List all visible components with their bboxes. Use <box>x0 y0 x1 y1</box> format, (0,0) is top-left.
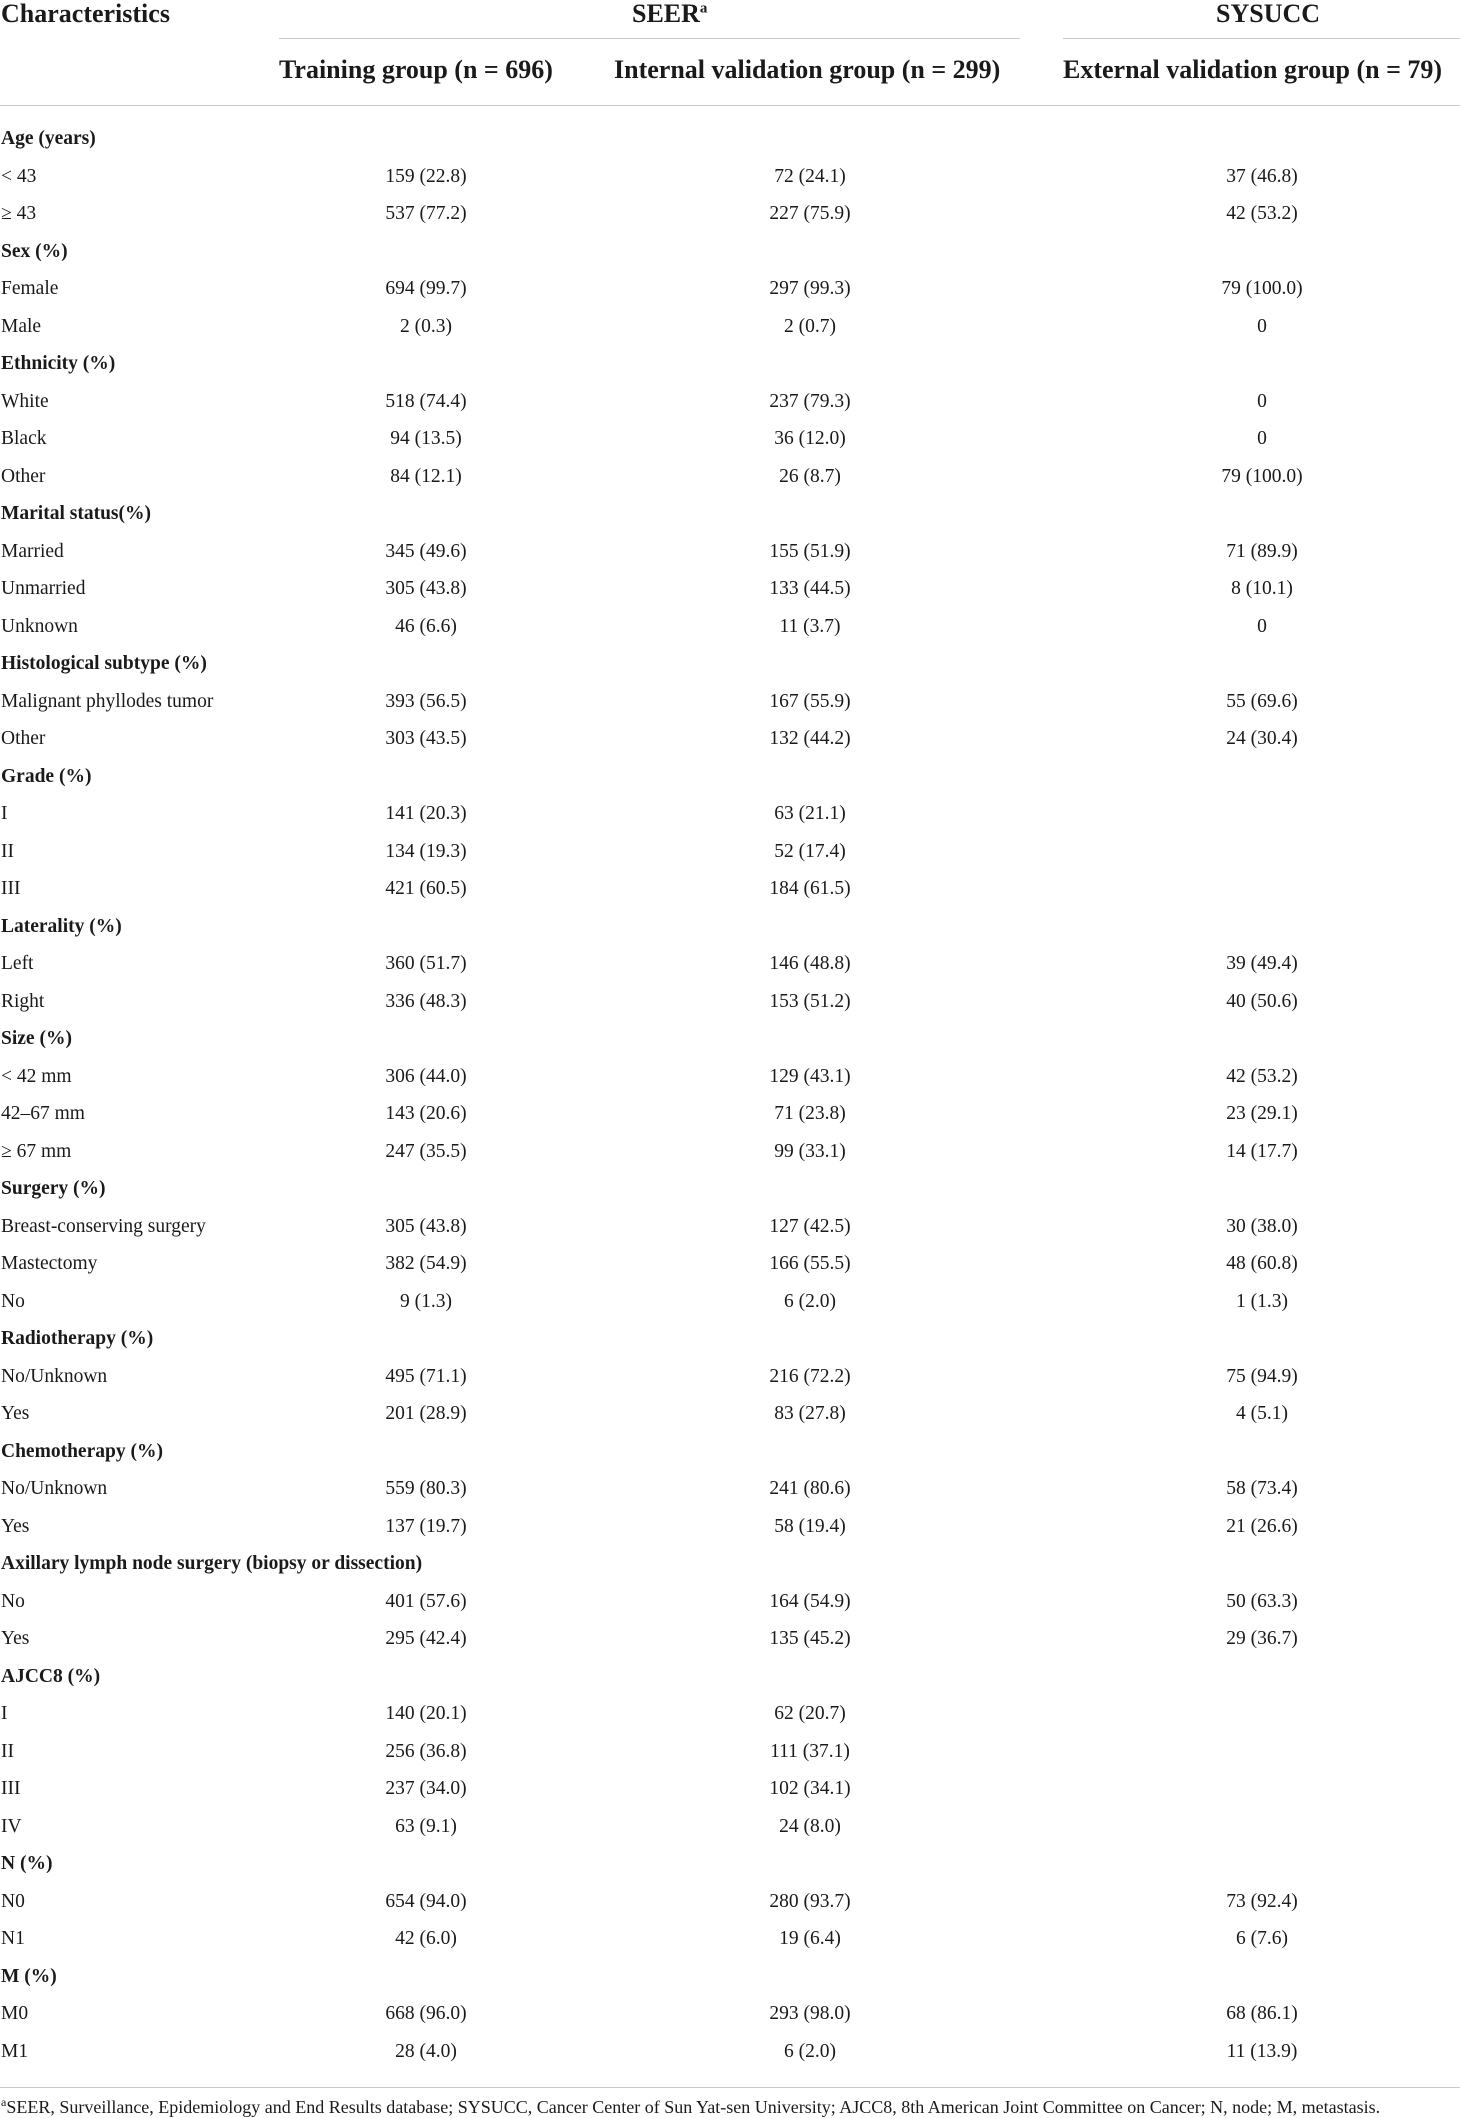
external-validation-cell: 42 (53.2) <box>1226 1065 1298 1087</box>
training-group-cell: 393 (56.5) <box>385 690 467 712</box>
sysucc-underline <box>1063 38 1460 39</box>
internal-validation-cell: 227 (75.9) <box>769 203 851 224</box>
footnote-text: SEER, Surveillance, Epidemiology and End Results database; SYSUCC, Cancer Center of Sun Yat-sen University; AJCC8, 8th American Joint Committee on Cancer; N, node; M, metastasis. <box>6 2097 1381 2117</box>
row-label: Yes <box>1 1515 30 1537</box>
row-label: < 43 <box>1 165 37 187</box>
row-label: III <box>1 878 21 899</box>
row-label: ≥ 67 mm <box>1 1140 72 1162</box>
header-characteristics: Characteristics <box>1 0 170 28</box>
external-validation-cell: 48 (60.8) <box>1226 1253 1298 1274</box>
training-group-cell: 305 (43.8) <box>385 1215 467 1237</box>
training-group-cell: 28 (4.0) <box>395 2040 457 2062</box>
external-validation-cell: 11 (13.9) <box>1226 2040 1298 2062</box>
table-row <box>0 270 1460 308</box>
external-validation-cell: 29 (36.7) <box>1226 1628 1298 1649</box>
table-row <box>0 1883 1460 1921</box>
internal-validation-cell: 241 (80.6) <box>769 1478 851 1499</box>
external-validation-cell: 50 (63.3) <box>1226 1590 1298 1612</box>
external-validation-cell: 79 (100.0) <box>1221 278 1303 299</box>
row-label: I <box>1 1703 8 1724</box>
row-label: 42–67 mm <box>1 1103 85 1124</box>
section-row <box>0 120 1460 158</box>
internal-validation-cell: 216 (72.2) <box>769 1365 851 1387</box>
row-label: Left <box>1 953 34 974</box>
section-row <box>0 645 1460 683</box>
external-validation-cell: 73 (92.4) <box>1226 1890 1298 1912</box>
internal-validation-cell: 52 (17.4) <box>774 840 846 862</box>
row-label: I <box>1 803 8 824</box>
table-row <box>0 1620 1460 1658</box>
row-label: M0 <box>1 2003 29 2024</box>
table-row <box>0 1358 1460 1396</box>
table-row <box>0 795 1460 833</box>
training-group-cell: 421 (60.5) <box>385 878 467 899</box>
training-group-cell: 495 (71.1) <box>385 1365 467 1387</box>
section-label: Axillary lymph node surgery (biopsy or dissection) <box>1 1553 423 1574</box>
table-row <box>0 870 1460 908</box>
external-validation-cell: 40 (50.6) <box>1226 990 1298 1012</box>
internal-validation-cell: 2 (0.7) <box>784 315 836 337</box>
internal-validation-cell: 63 (21.1) <box>774 803 846 824</box>
row-label: Malignant phyllodes tumor <box>1 690 214 712</box>
internal-validation-cell: 71 (23.8) <box>774 1103 846 1124</box>
section-label: Radiotherapy (%) <box>1 1328 154 1349</box>
row-label: No/Unknown <box>1 1478 108 1499</box>
table-row <box>0 458 1460 496</box>
section-row <box>0 1545 1460 1583</box>
internal-validation-cell: 62 (20.7) <box>774 1703 846 1724</box>
table-row <box>0 1508 1460 1546</box>
section-row <box>0 1433 1460 1471</box>
row-label: White <box>1 390 49 412</box>
row-label: No/Unknown <box>1 1365 108 1387</box>
internal-validation-cell: 237 (79.3) <box>769 390 851 412</box>
internal-validation-cell: 6 (2.0) <box>784 1290 836 1312</box>
table-row <box>0 308 1460 346</box>
internal-validation-cell: 164 (54.9) <box>769 1590 851 1612</box>
internal-validation-cell: 58 (19.4) <box>774 1515 846 1537</box>
internal-validation-cell: 297 (99.3) <box>769 278 851 299</box>
table-row <box>0 1133 1460 1171</box>
internal-validation-cell: 19 (6.4) <box>779 1928 841 1949</box>
training-group-cell: 140 (20.1) <box>385 1703 467 1724</box>
row-label: Other <box>1 728 46 749</box>
internal-validation-cell: 26 (8.7) <box>779 465 841 487</box>
training-group-cell: 84 (12.1) <box>390 465 462 487</box>
external-validation-cell: 55 (69.6) <box>1226 690 1298 712</box>
header-seer <box>632 0 707 29</box>
table-row <box>0 1920 1460 1958</box>
header-seer-label: SEER <box>632 0 700 28</box>
external-validation-cell: 58 (73.4) <box>1226 1478 1298 1499</box>
internal-validation-cell: 166 (55.5) <box>769 1253 851 1274</box>
table-row <box>0 608 1460 646</box>
external-validation-cell: 0 <box>1257 428 1267 449</box>
section-label: Chemotherapy (%) <box>1 1440 163 1462</box>
training-group-cell: 382 (54.9) <box>385 1253 467 1274</box>
row-label: N0 <box>1 1890 25 1912</box>
table-row <box>0 983 1460 1021</box>
section-label: M (%) <box>1 1965 57 1987</box>
table-row <box>0 1058 1460 1096</box>
training-group-cell: 654 (94.0) <box>385 1890 467 1912</box>
section-row <box>0 1020 1460 1058</box>
table-row <box>0 195 1460 233</box>
external-validation-cell: 8 (10.1) <box>1231 578 1293 599</box>
seer-underline <box>279 38 1020 39</box>
row-label: Married <box>1 540 64 562</box>
section-row <box>0 495 1460 533</box>
training-group-cell: 141 (20.3) <box>385 803 467 824</box>
external-validation-cell: 4 (5.1) <box>1236 1403 1288 1424</box>
internal-validation-cell: 36 (12.0) <box>774 428 846 449</box>
table-row <box>0 833 1460 871</box>
training-group-cell: 9 (1.3) <box>400 1290 452 1312</box>
external-validation-cell: 30 (38.0) <box>1226 1215 1298 1237</box>
table-row <box>0 570 1460 608</box>
table-row <box>0 720 1460 758</box>
section-label: Size (%) <box>1 1028 72 1049</box>
training-group-cell: 518 (74.4) <box>385 390 467 412</box>
training-group-cell: 63 (9.1) <box>395 1815 457 1837</box>
external-validation-cell: 21 (26.6) <box>1226 1515 1298 1537</box>
external-validation-cell: 37 (46.8) <box>1226 165 1298 187</box>
internal-validation-cell: 83 (27.8) <box>774 1403 846 1424</box>
external-validation-cell: 75 (94.9) <box>1226 1365 1298 1387</box>
row-label: Black <box>1 428 47 449</box>
internal-validation-cell: 280 (93.7) <box>769 1890 851 1912</box>
external-validation-cell: 42 (53.2) <box>1226 203 1298 224</box>
training-group-cell: 694 (99.7) <box>385 278 467 299</box>
section-row <box>0 1170 1460 1208</box>
table-row <box>0 1808 1460 1846</box>
training-group-cell: 237 (34.0) <box>385 1778 467 1799</box>
section-label: AJCC8 (%) <box>1 1665 101 1687</box>
external-validation-cell: 1 (1.3) <box>1236 1290 1288 1312</box>
footnote <box>1 2096 1380 2118</box>
section-label: Surgery (%) <box>1 1178 106 1199</box>
section-row <box>0 1958 1460 1996</box>
section-row <box>0 908 1460 946</box>
section-label: N (%) <box>1 1853 53 1874</box>
table-row <box>0 533 1460 571</box>
section-label: Histological subtype (%) <box>1 653 207 674</box>
internal-validation-cell: 133 (44.5) <box>769 578 851 599</box>
header-external-validation-group: External validation group (n = 79) <box>1063 55 1443 84</box>
table-row <box>0 1395 1460 1433</box>
external-validation-cell: 79 (100.0) <box>1221 465 1303 487</box>
training-group-cell: 336 (48.3) <box>385 990 467 1012</box>
header-internal-validation-group: Internal validation group (n = 299) <box>614 55 1001 84</box>
row-label: III <box>1 1778 21 1799</box>
header-seer-footnote-mark: a <box>699 0 708 17</box>
row-label: Yes <box>1 1403 30 1424</box>
training-group-cell: 295 (42.4) <box>385 1628 467 1649</box>
internal-validation-cell: 155 (51.9) <box>769 540 851 562</box>
table-row <box>0 1695 1460 1733</box>
row-label: Female <box>1 278 59 299</box>
table-row <box>0 1733 1460 1771</box>
section-label: Sex (%) <box>1 240 68 262</box>
row-label: II <box>1 1740 14 1762</box>
row-label: < 42 mm <box>1 1065 72 1087</box>
row-label: N1 <box>1 1928 25 1949</box>
internal-validation-cell: 167 (55.9) <box>769 690 851 712</box>
row-label: No <box>1 1590 25 1612</box>
table-row <box>0 1283 1460 1321</box>
external-validation-cell: 0 <box>1257 315 1267 337</box>
row-label: Right <box>1 990 45 1012</box>
training-group-cell: 159 (22.8) <box>385 165 467 187</box>
external-validation-cell: 6 (7.6) <box>1236 1928 1288 1949</box>
external-validation-cell: 14 (17.7) <box>1226 1140 1298 1162</box>
internal-validation-cell: 153 (51.2) <box>769 990 851 1012</box>
table-row <box>0 1770 1460 1808</box>
section-label: Marital status(%) <box>1 503 152 524</box>
row-label: Male <box>1 315 42 337</box>
internal-validation-cell: 293 (98.0) <box>769 2003 851 2024</box>
internal-validation-cell: 146 (48.8) <box>769 953 851 974</box>
section-row <box>0 345 1460 383</box>
training-group-cell: 247 (35.5) <box>385 1140 467 1162</box>
training-group-cell: 46 (6.6) <box>395 615 457 637</box>
training-group-cell: 256 (36.8) <box>385 1740 467 1762</box>
table-row <box>0 683 1460 721</box>
table-row <box>0 2033 1460 2071</box>
table-row <box>0 1245 1460 1283</box>
row-label: No <box>1 1290 25 1312</box>
internal-validation-cell: 72 (24.1) <box>774 165 846 187</box>
training-group-cell: 401 (57.6) <box>385 1590 467 1612</box>
external-validation-cell: 68 (86.1) <box>1226 2003 1298 2024</box>
table-row <box>0 420 1460 458</box>
training-group-cell: 137 (19.7) <box>385 1515 467 1537</box>
training-group-cell: 143 (20.6) <box>385 1103 467 1124</box>
internal-validation-cell: 24 (8.0) <box>779 1815 841 1837</box>
row-label: Unknown <box>1 615 78 637</box>
row-label: IV <box>1 1815 22 1837</box>
table-row <box>0 383 1460 421</box>
section-label: Ethnicity (%) <box>1 353 116 374</box>
section-row <box>0 233 1460 271</box>
training-group-cell: 559 (80.3) <box>385 1478 467 1499</box>
row-label: II <box>1 840 14 862</box>
row-label: M1 <box>1 2040 29 2062</box>
internal-validation-cell: 132 (44.2) <box>769 728 851 749</box>
training-group-cell: 303 (43.5) <box>385 728 467 749</box>
section-label: Grade (%) <box>1 765 92 787</box>
external-validation-cell: 71 (89.9) <box>1226 540 1298 562</box>
row-label: Unmarried <box>1 578 86 599</box>
training-group-cell: 42 (6.0) <box>395 1928 457 1949</box>
training-group-cell: 306 (44.0) <box>385 1065 467 1087</box>
table-row <box>0 1995 1460 2033</box>
internal-validation-cell: 127 (42.5) <box>769 1215 851 1237</box>
external-validation-cell: 23 (29.1) <box>1226 1103 1298 1124</box>
external-validation-cell: 0 <box>1257 390 1267 412</box>
section-row <box>0 1320 1460 1358</box>
training-group-cell: 668 (96.0) <box>385 2003 467 2024</box>
external-validation-cell: 0 <box>1257 615 1267 637</box>
footnote-mark: a <box>1 2095 7 2109</box>
table-row <box>0 158 1460 196</box>
internal-validation-cell: 99 (33.1) <box>774 1140 846 1162</box>
training-group-cell: 201 (28.9) <box>385 1403 467 1424</box>
training-group-cell: 305 (43.8) <box>385 578 467 599</box>
header-bottom-rule <box>0 105 1460 106</box>
table-row <box>0 1583 1460 1621</box>
external-validation-cell: 24 (30.4) <box>1226 728 1298 749</box>
section-row <box>0 758 1460 796</box>
row-label: Mastectomy <box>1 1253 98 1274</box>
training-group-cell: 345 (49.6) <box>385 540 467 562</box>
table-row <box>0 945 1460 983</box>
table-row <box>0 1095 1460 1133</box>
section-label: Age (years) <box>1 128 96 149</box>
row-label: Other <box>1 465 46 487</box>
internal-validation-cell: 129 (43.1) <box>769 1065 851 1087</box>
internal-validation-cell: 6 (2.0) <box>784 2040 836 2062</box>
training-group-cell: 2 (0.3) <box>400 315 452 337</box>
table-bottom-rule <box>0 2087 1460 2088</box>
training-group-cell: 134 (19.3) <box>385 840 467 862</box>
header-training-group: Training group (n = 696) <box>279 55 553 84</box>
row-label: ≥ 43 <box>1 203 37 224</box>
internal-validation-cell: 184 (61.5) <box>769 878 851 899</box>
training-group-cell: 360 (51.7) <box>385 953 467 974</box>
section-row <box>0 1658 1460 1696</box>
training-group-cell: 94 (13.5) <box>390 428 462 449</box>
row-label: Yes <box>1 1628 30 1649</box>
header-sysucc: SYSUCC <box>1216 0 1321 28</box>
section-row <box>0 1845 1460 1883</box>
section-label: Laterality (%) <box>1 915 122 937</box>
row-label: Breast-conserving surgery <box>1 1215 206 1237</box>
internal-validation-cell: 102 (34.1) <box>769 1778 851 1799</box>
internal-validation-cell: 111 (37.1) <box>770 1740 850 1762</box>
external-validation-cell: 39 (49.4) <box>1226 953 1298 974</box>
table-row <box>0 1470 1460 1508</box>
internal-validation-cell: 135 (45.2) <box>769 1628 851 1649</box>
table-row <box>0 1208 1460 1246</box>
internal-validation-cell: 11 (3.7) <box>779 615 841 637</box>
training-group-cell: 537 (77.2) <box>385 203 467 224</box>
